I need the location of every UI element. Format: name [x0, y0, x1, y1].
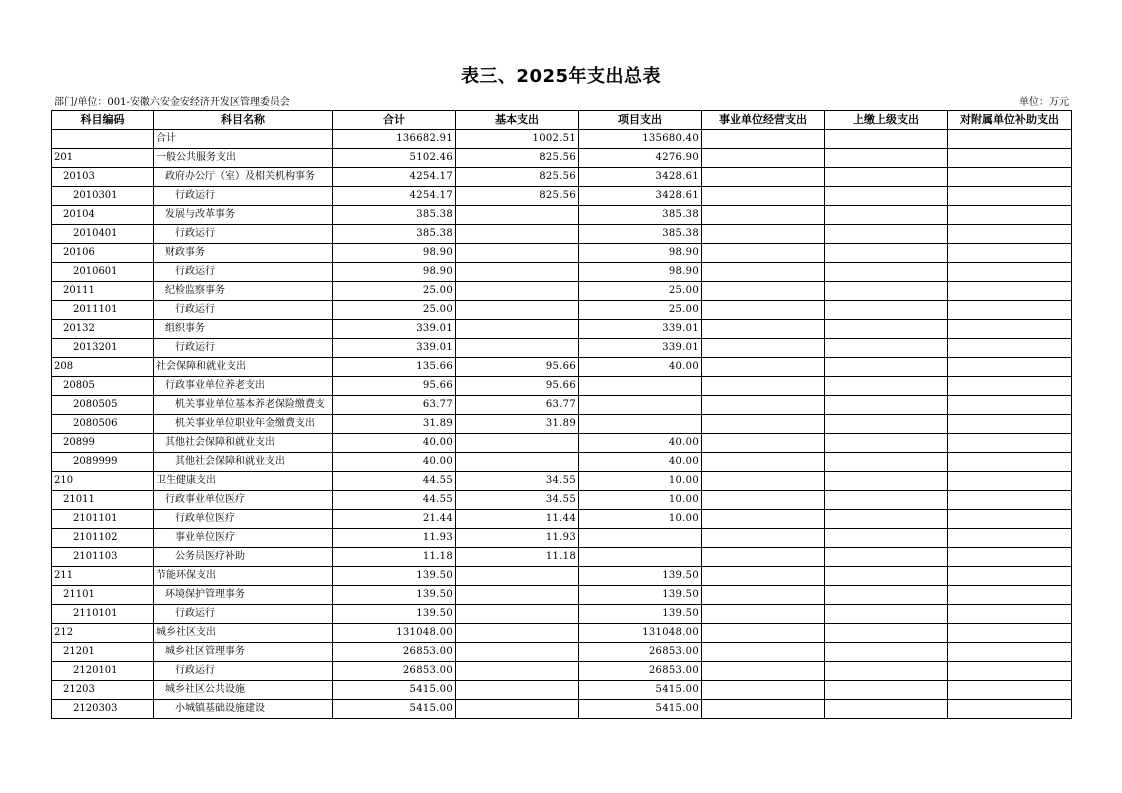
cell-superior	[825, 643, 948, 662]
cell-code: 2110101	[52, 605, 154, 624]
cell-basic	[456, 605, 579, 624]
cell-subsidy	[948, 567, 1072, 586]
table-row	[52, 472, 1072, 491]
cell-superior	[825, 510, 948, 529]
cell-superior	[825, 700, 948, 719]
cell-subsidy	[948, 168, 1072, 187]
cell-business	[702, 624, 825, 643]
cell-total: 136682.91	[333, 130, 456, 149]
cell-subsidy	[948, 605, 1072, 624]
cell-superior	[825, 149, 948, 168]
cell-name: 其他社会保障和就业支出	[154, 434, 333, 453]
table-row	[52, 529, 1072, 548]
cell-basic: 34.55	[456, 472, 579, 491]
cell-basic	[456, 567, 579, 586]
cell-code: 21201	[52, 643, 154, 662]
cell-total: 139.50	[333, 567, 456, 586]
cell-project: 26853.00	[579, 643, 702, 662]
cell-project: 5415.00	[579, 681, 702, 700]
cell-name: 行政单位医疗	[154, 510, 333, 529]
table-row	[52, 396, 1072, 415]
cell-total: 21.44	[333, 510, 456, 529]
cell-superior	[825, 301, 948, 320]
cell-project	[579, 415, 702, 434]
table-row	[52, 453, 1072, 472]
header-name: 科目名称	[154, 111, 333, 130]
table-row	[52, 491, 1072, 510]
table-row	[52, 681, 1072, 700]
cell-code: 20805	[52, 377, 154, 396]
table-row	[52, 130, 1072, 149]
cell-business	[702, 301, 825, 320]
cell-code: 21101	[52, 586, 154, 605]
cell-subsidy	[948, 225, 1072, 244]
cell-business	[702, 377, 825, 396]
cell-basic: 825.56	[456, 187, 579, 206]
cell-subsidy	[948, 244, 1072, 263]
cell-code: 2120303	[52, 700, 154, 719]
cell-code: 20132	[52, 320, 154, 339]
cell-project: 139.50	[579, 586, 702, 605]
unit-label: 单位：万元	[1019, 97, 1069, 108]
cell-name: 发展与改革事务	[154, 206, 333, 225]
table-row	[52, 301, 1072, 320]
cell-project: 10.00	[579, 491, 702, 510]
cell-business	[702, 282, 825, 301]
cell-code: 2101102	[52, 529, 154, 548]
header-code: 科目编码	[52, 111, 154, 130]
cell-subsidy	[948, 149, 1072, 168]
table-row	[52, 225, 1072, 244]
cell-subsidy	[948, 434, 1072, 453]
cell-basic	[456, 263, 579, 282]
cell-name: 事业单位医疗	[154, 529, 333, 548]
cell-total: 139.50	[333, 605, 456, 624]
cell-business	[702, 510, 825, 529]
cell-total: 385.38	[333, 225, 456, 244]
header-superior: 上缴上级支出	[825, 111, 948, 130]
cell-superior	[825, 548, 948, 567]
cell-superior	[825, 586, 948, 605]
cell-basic	[456, 643, 579, 662]
cell-business	[702, 586, 825, 605]
cell-business	[702, 681, 825, 700]
cell-code: 2080506	[52, 415, 154, 434]
cell-project: 339.01	[579, 320, 702, 339]
cell-code: 208	[52, 358, 154, 377]
cell-total: 31.89	[333, 415, 456, 434]
cell-code: 20106	[52, 244, 154, 263]
cell-total: 4254.17	[333, 187, 456, 206]
cell-project: 3428.61	[579, 187, 702, 206]
cell-project: 385.38	[579, 206, 702, 225]
cell-business	[702, 339, 825, 358]
cell-total: 11.93	[333, 529, 456, 548]
cell-business	[702, 149, 825, 168]
cell-name: 财政事务	[154, 244, 333, 263]
cell-basic	[456, 624, 579, 643]
cell-name: 合计	[154, 130, 333, 149]
cell-name: 政府办公厅（室）及相关机构事务	[154, 168, 333, 187]
cell-code: 20111	[52, 282, 154, 301]
cell-business	[702, 320, 825, 339]
cell-business	[702, 434, 825, 453]
cell-business	[702, 605, 825, 624]
table-row	[52, 415, 1072, 434]
cell-basic	[456, 339, 579, 358]
cell-subsidy	[948, 510, 1072, 529]
cell-total: 135.66	[333, 358, 456, 377]
cell-code: 21011	[52, 491, 154, 510]
cell-basic	[456, 700, 579, 719]
cell-name: 节能环保支出	[154, 567, 333, 586]
cell-project: 25.00	[579, 282, 702, 301]
cell-code: 2013201	[52, 339, 154, 358]
cell-superior	[825, 358, 948, 377]
cell-project: 26853.00	[579, 662, 702, 681]
cell-total: 5415.00	[333, 681, 456, 700]
cell-business	[702, 187, 825, 206]
cell-total: 4254.17	[333, 168, 456, 187]
cell-business	[702, 130, 825, 149]
cell-name: 行政事业单位养老支出	[154, 377, 333, 396]
cell-subsidy	[948, 320, 1072, 339]
cell-business	[702, 168, 825, 187]
cell-superior	[825, 130, 948, 149]
cell-code	[52, 130, 154, 149]
cell-superior	[825, 491, 948, 510]
cell-total: 40.00	[333, 453, 456, 472]
cell-code: 2010401	[52, 225, 154, 244]
cell-basic	[456, 282, 579, 301]
cell-project: 135680.40	[579, 130, 702, 149]
cell-name: 行政运行	[154, 263, 333, 282]
cell-subsidy	[948, 529, 1072, 548]
cell-superior	[825, 282, 948, 301]
header-subsidy: 对附属单位补助支出	[948, 111, 1072, 130]
cell-code: 211	[52, 567, 154, 586]
department-label: 部门/单位：001-安徽六安金安经济开发区管理委员会	[54, 97, 290, 108]
cell-project: 3428.61	[579, 168, 702, 187]
cell-subsidy	[948, 586, 1072, 605]
cell-basic	[456, 225, 579, 244]
cell-name: 行政运行	[154, 662, 333, 681]
table-row	[52, 149, 1072, 168]
table-body	[52, 130, 1072, 719]
table-row	[52, 339, 1072, 358]
cell-superior	[825, 472, 948, 491]
cell-project: 10.00	[579, 510, 702, 529]
cell-business	[702, 206, 825, 225]
cell-name: 行政运行	[154, 339, 333, 358]
cell-total: 25.00	[333, 282, 456, 301]
table-row	[52, 700, 1072, 719]
header-business: 事业单位经营支出	[702, 111, 825, 130]
cell-basic	[456, 320, 579, 339]
cell-project: 40.00	[579, 358, 702, 377]
cell-basic	[456, 453, 579, 472]
cell-name: 社会保障和就业支出	[154, 358, 333, 377]
cell-name: 城乡社区支出	[154, 624, 333, 643]
cell-project: 139.50	[579, 605, 702, 624]
cell-basic: 825.56	[456, 149, 579, 168]
cell-total: 139.50	[333, 586, 456, 605]
cell-superior	[825, 453, 948, 472]
cell-superior	[825, 320, 948, 339]
cell-name: 行政事业单位医疗	[154, 491, 333, 510]
table-row	[52, 567, 1072, 586]
cell-basic: 11.93	[456, 529, 579, 548]
cell-project: 339.01	[579, 339, 702, 358]
cell-code: 2011101	[52, 301, 154, 320]
cell-superior	[825, 681, 948, 700]
cell-name: 纪检监察事务	[154, 282, 333, 301]
cell-basic: 825.56	[456, 168, 579, 187]
cell-subsidy	[948, 301, 1072, 320]
cell-superior	[825, 662, 948, 681]
cell-basic: 1002.51	[456, 130, 579, 149]
cell-project	[579, 548, 702, 567]
cell-basic	[456, 681, 579, 700]
cell-total: 5102.46	[333, 149, 456, 168]
cell-code: 20899	[52, 434, 154, 453]
cell-code: 21203	[52, 681, 154, 700]
cell-business	[702, 548, 825, 567]
cell-name: 行政运行	[154, 301, 333, 320]
cell-total: 339.01	[333, 320, 456, 339]
cell-business	[702, 662, 825, 681]
cell-total: 63.77	[333, 396, 456, 415]
cell-total: 385.38	[333, 206, 456, 225]
cell-basic: 95.66	[456, 377, 579, 396]
table-row	[52, 320, 1072, 339]
cell-total: 98.90	[333, 244, 456, 263]
cell-subsidy	[948, 643, 1072, 662]
cell-superior	[825, 415, 948, 434]
table-row	[52, 548, 1072, 567]
cell-superior	[825, 225, 948, 244]
table-row	[52, 206, 1072, 225]
cell-subsidy	[948, 282, 1072, 301]
cell-project	[579, 529, 702, 548]
cell-superior	[825, 377, 948, 396]
cell-code: 2089999	[52, 453, 154, 472]
cell-project	[579, 396, 702, 415]
header-project: 项目支出	[579, 111, 702, 130]
cell-basic: 11.18	[456, 548, 579, 567]
cell-name: 公务员医疗补助	[154, 548, 333, 567]
cell-subsidy	[948, 206, 1072, 225]
cell-name: 组织事务	[154, 320, 333, 339]
cell-business	[702, 225, 825, 244]
table-row	[52, 586, 1072, 605]
cell-project	[579, 377, 702, 396]
cell-code: 20103	[52, 168, 154, 187]
table-row	[52, 624, 1072, 643]
cell-project: 5415.00	[579, 700, 702, 719]
cell-total: 339.01	[333, 339, 456, 358]
cell-basic: 34.55	[456, 491, 579, 510]
cell-superior	[825, 567, 948, 586]
cell-superior	[825, 605, 948, 624]
cell-code: 201	[52, 149, 154, 168]
cell-business	[702, 415, 825, 434]
cell-subsidy	[948, 339, 1072, 358]
table-row	[52, 643, 1072, 662]
cell-superior	[825, 168, 948, 187]
cell-name: 行政运行	[154, 225, 333, 244]
table-row	[52, 263, 1072, 282]
expenditure-table	[51, 110, 1072, 719]
cell-project: 40.00	[579, 453, 702, 472]
cell-total: 11.18	[333, 548, 456, 567]
cell-basic	[456, 206, 579, 225]
cell-code: 2080505	[52, 396, 154, 415]
cell-subsidy	[948, 624, 1072, 643]
cell-project: 40.00	[579, 434, 702, 453]
cell-code: 2010301	[52, 187, 154, 206]
cell-code: 212	[52, 624, 154, 643]
cell-business	[702, 453, 825, 472]
table-row	[52, 358, 1072, 377]
cell-subsidy	[948, 491, 1072, 510]
cell-business	[702, 700, 825, 719]
cell-superior	[825, 434, 948, 453]
cell-superior	[825, 339, 948, 358]
cell-superior	[825, 244, 948, 263]
cell-code: 2101101	[52, 510, 154, 529]
cell-code: 20104	[52, 206, 154, 225]
cell-basic: 31.89	[456, 415, 579, 434]
cell-subsidy	[948, 415, 1072, 434]
cell-basic	[456, 662, 579, 681]
cell-basic: 63.77	[456, 396, 579, 415]
cell-name: 城乡社区管理事务	[154, 643, 333, 662]
cell-subsidy	[948, 453, 1072, 472]
page-title: 表三、2025年支出总表	[460, 66, 662, 87]
cell-business	[702, 491, 825, 510]
cell-total: 131048.00	[333, 624, 456, 643]
cell-business	[702, 529, 825, 548]
cell-business	[702, 472, 825, 491]
cell-total: 44.55	[333, 491, 456, 510]
cell-basic	[456, 586, 579, 605]
cell-business	[702, 643, 825, 662]
cell-subsidy	[948, 662, 1072, 681]
cell-basic: 95.66	[456, 358, 579, 377]
cell-name: 卫生健康支出	[154, 472, 333, 491]
cell-business	[702, 244, 825, 263]
table-header-row	[52, 111, 1072, 130]
table-row	[52, 377, 1072, 396]
cell-total: 40.00	[333, 434, 456, 453]
cell-total: 25.00	[333, 301, 456, 320]
cell-code: 2010601	[52, 263, 154, 282]
cell-subsidy	[948, 187, 1072, 206]
table-row	[52, 510, 1072, 529]
cell-business	[702, 263, 825, 282]
cell-project: 25.00	[579, 301, 702, 320]
table-row	[52, 168, 1072, 187]
cell-subsidy	[948, 130, 1072, 149]
cell-superior	[825, 187, 948, 206]
cell-superior	[825, 263, 948, 282]
cell-subsidy	[948, 681, 1072, 700]
cell-superior	[825, 529, 948, 548]
table-row	[52, 282, 1072, 301]
cell-basic	[456, 301, 579, 320]
cell-name: 行政运行	[154, 605, 333, 624]
cell-name: 机关事业单位基本养老保险缴费支	[154, 396, 333, 415]
cell-basic	[456, 434, 579, 453]
header-total: 合计	[333, 111, 456, 130]
cell-basic	[456, 244, 579, 263]
table-row	[52, 662, 1072, 681]
cell-code: 2101103	[52, 548, 154, 567]
cell-project: 385.38	[579, 225, 702, 244]
table-row	[52, 434, 1072, 453]
cell-superior	[825, 624, 948, 643]
cell-subsidy	[948, 548, 1072, 567]
cell-basic: 11.44	[456, 510, 579, 529]
cell-subsidy	[948, 700, 1072, 719]
cell-total: 26853.00	[333, 662, 456, 681]
cell-project: 131048.00	[579, 624, 702, 643]
cell-project: 98.90	[579, 244, 702, 263]
cell-project: 10.00	[579, 472, 702, 491]
cell-name: 城乡社区公共设施	[154, 681, 333, 700]
cell-name: 机关事业单位职业年金缴费支出	[154, 415, 333, 434]
cell-name: 小城镇基础设施建设	[154, 700, 333, 719]
cell-subsidy	[948, 377, 1072, 396]
cell-total: 44.55	[333, 472, 456, 491]
cell-name: 环境保护管理事务	[154, 586, 333, 605]
cell-superior	[825, 396, 948, 415]
cell-subsidy	[948, 263, 1072, 282]
table-row	[52, 605, 1072, 624]
cell-name: 一般公共服务支出	[154, 149, 333, 168]
table-row	[52, 244, 1072, 263]
cell-project: 4276.90	[579, 149, 702, 168]
cell-total: 5415.00	[333, 700, 456, 719]
cell-subsidy	[948, 358, 1072, 377]
cell-project: 139.50	[579, 567, 702, 586]
cell-business	[702, 567, 825, 586]
table-row	[52, 187, 1072, 206]
cell-total: 98.90	[333, 263, 456, 282]
cell-name: 其他社会保障和就业支出	[154, 453, 333, 472]
cell-code: 2120101	[52, 662, 154, 681]
cell-total: 26853.00	[333, 643, 456, 662]
cell-total: 95.66	[333, 377, 456, 396]
cell-superior	[825, 206, 948, 225]
cell-subsidy	[948, 472, 1072, 491]
cell-subsidy	[948, 396, 1072, 415]
cell-name: 行政运行	[154, 187, 333, 206]
cell-code: 210	[52, 472, 154, 491]
cell-business	[702, 396, 825, 415]
cell-project: 98.90	[579, 263, 702, 282]
cell-business	[702, 358, 825, 377]
header-basic: 基本支出	[456, 111, 579, 130]
